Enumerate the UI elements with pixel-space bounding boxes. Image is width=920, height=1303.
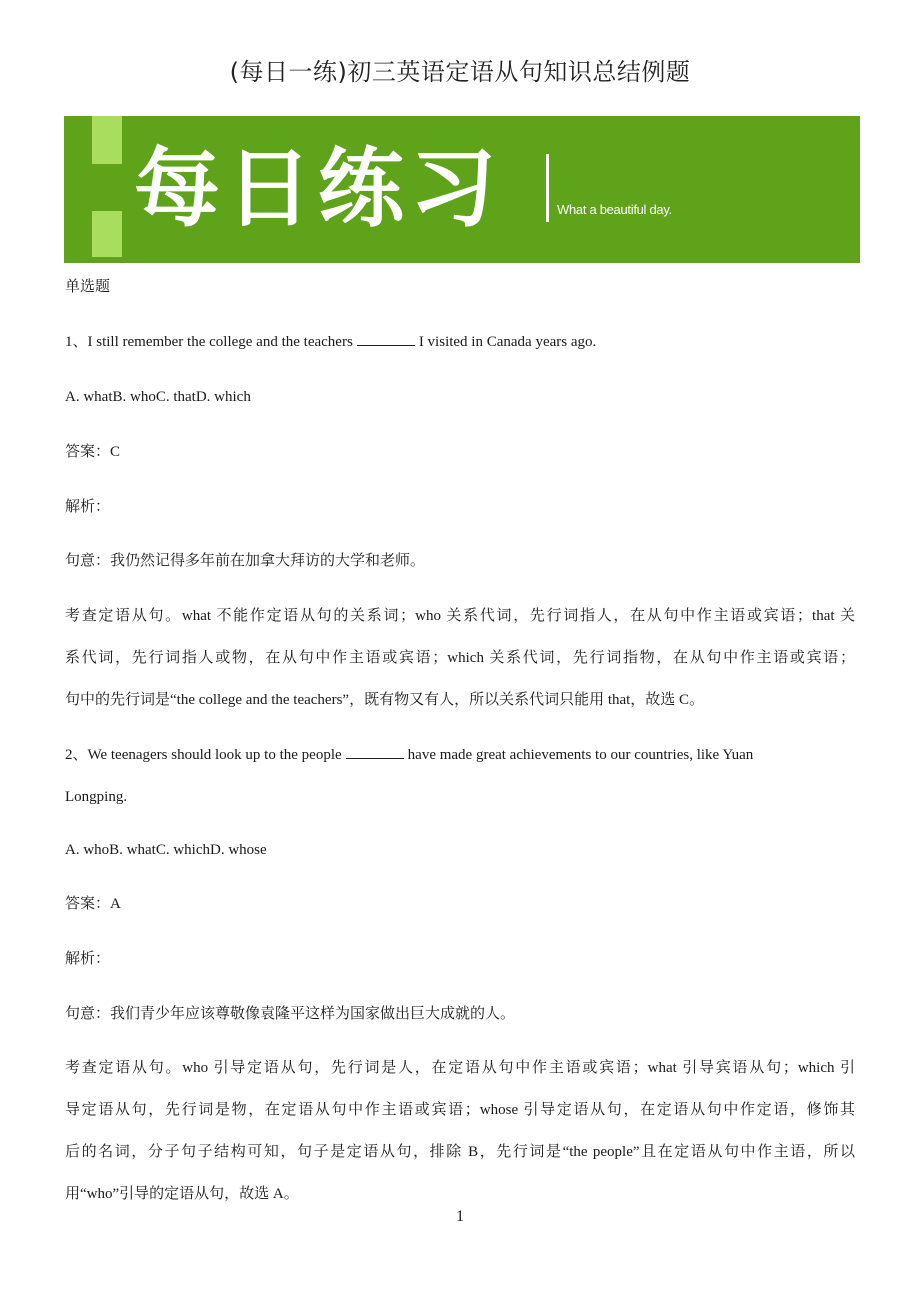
question-1-stem xyxy=(65,332,855,352)
question-2-meaning: 句意：我们青少年应该尊敬像袁隆平这样为国家做出巨大成就的人。 xyxy=(65,1006,516,1022)
banner-tagline: What a beautiful day. xyxy=(557,202,672,217)
question-2-explanation-line: 用“who”引导的定语从句，故选 A。 xyxy=(65,1186,299,1202)
question-1-options: A. whatB. whoC. thatD. which xyxy=(65,389,251,405)
question-1-blank xyxy=(357,333,415,346)
question-2-answer: 答案：A xyxy=(65,896,121,912)
question-2-stem-before: 2、We teenagers should look up to the people xyxy=(65,747,342,763)
question-2-explanation-line: 后的名词，分子句子结构可知，句子是定语从句，排除 B，先行词是“the people”且在定语从句中作主语，所以 xyxy=(65,1144,855,1160)
daily-practice-banner xyxy=(64,116,860,263)
question-1-explanation-line: 系代词，先行词指人或物，在从句中作主语或宾语；which 关系代词，先行词指物，在从句中作主语或宾语； xyxy=(65,650,855,666)
section-label: 单选题 xyxy=(65,279,111,295)
question-2-explanation-line: 考查定语从句。who 引导定语从句，先行词是人，在定语从句中作主语或宾语；what 引导宾语从句；which 引 xyxy=(65,1060,855,1076)
question-2-stem-after: have made great achievements to our countries, like Yuan xyxy=(407,747,754,763)
question-2-analysis-label: 解析： xyxy=(65,951,111,967)
banner-accent-square-top xyxy=(92,116,122,164)
question-1-answer: 答案：C xyxy=(65,444,121,460)
question-2-blank xyxy=(346,746,404,759)
page-title: (每日一练)初三英语定语从句知识总结例题 xyxy=(229,58,691,86)
question-1-stem-before: 1、I still remember the college and the teachers xyxy=(65,334,353,350)
question-2-stem-line2: Longping. xyxy=(65,789,128,805)
banner-divider xyxy=(546,154,549,222)
question-2-explanation-line: 导定语从句，先行词是物，在定语从句中作主语或宾语；whose 引导定语从句，在定语从句中作定语，修饰其 xyxy=(65,1102,855,1118)
page-number: 1 xyxy=(456,1208,464,1225)
question-2-options: A. whoB. whatC. whichD. whose xyxy=(65,842,267,858)
question-1-meaning: 句意：我仍然记得多年前在加拿大拜访的大学和老师。 xyxy=(65,553,426,569)
banner-accent-square-bottom xyxy=(92,211,122,257)
question-1-explanation-line: 句中的先行词是“the college and the teachers”，既有物又有人，所以关系代词只能用 that，故选 C。 xyxy=(65,692,705,708)
banner-title: 每日练习 xyxy=(134,139,502,239)
question-1-analysis-label: 解析： xyxy=(65,499,111,515)
question-1-explanation-line: 考查定语从句。what 不能作定语从句的关系词；who 关系代词，先行词指人，在从句中作主语或宾语；that 关 xyxy=(65,608,855,624)
question-1-stem-after: I visited in Canada years ago. xyxy=(418,334,597,350)
question-2-stem xyxy=(65,745,855,765)
